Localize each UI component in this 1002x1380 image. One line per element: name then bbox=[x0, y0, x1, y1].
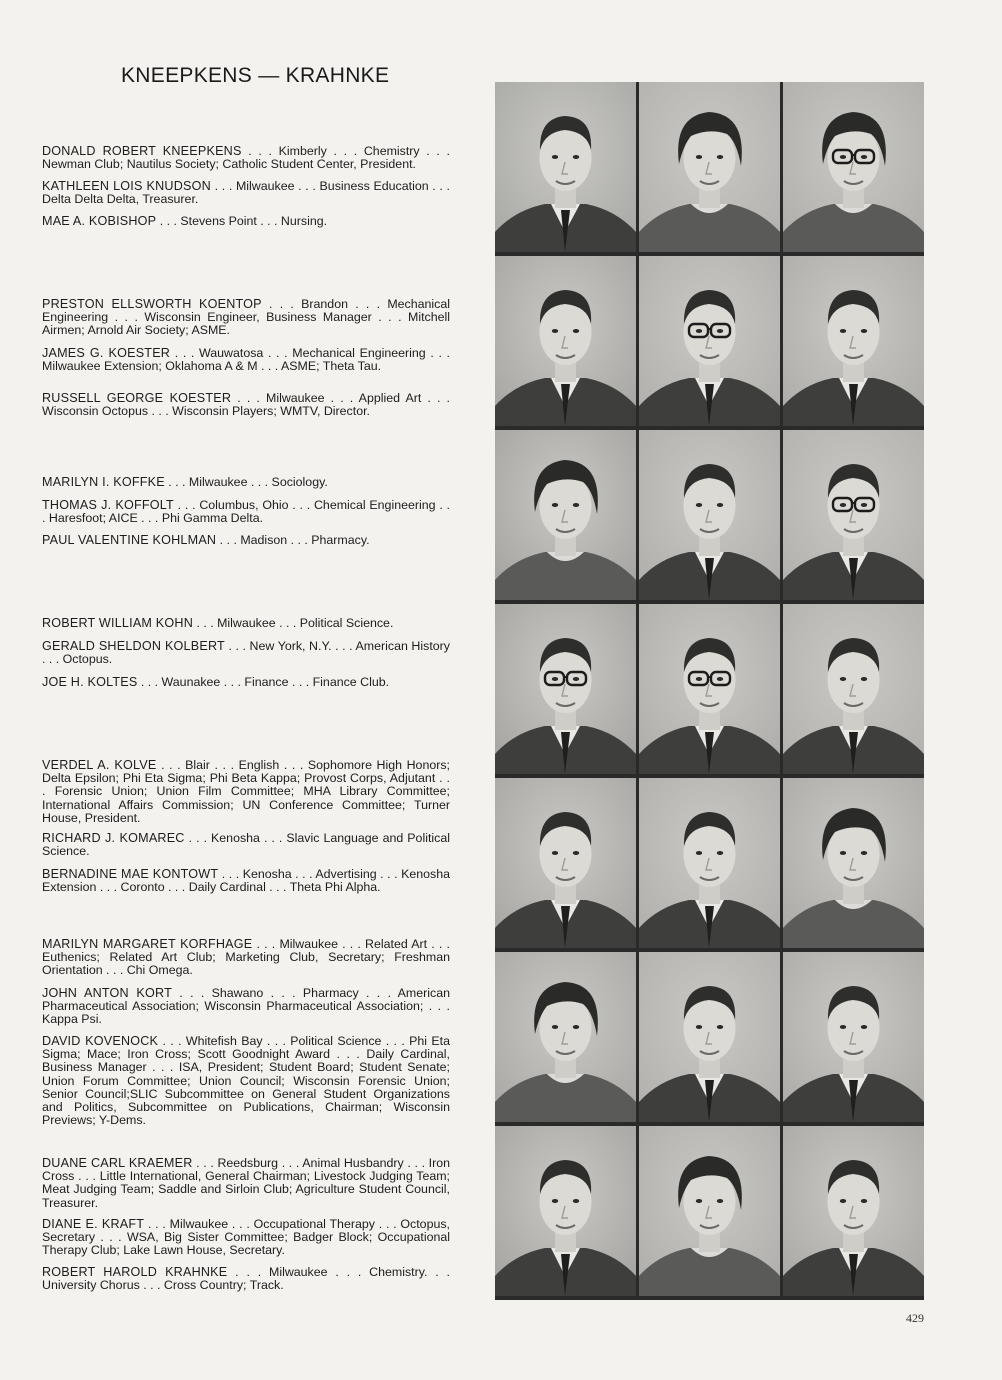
entry-details: . . . New York, N.Y. . . . American History . . . Octopus. bbox=[42, 639, 450, 667]
entry-kraemer bbox=[42, 1157, 450, 1210]
entry-details: . . . Kenosha . . . Advertising . . . Kenosha Extension . . . Coronto . . . Daily Cardinal . . . Theta Phi Alpha. bbox=[42, 867, 450, 895]
student-portrait bbox=[495, 430, 636, 600]
entry-name: JOHN ANTON KORT bbox=[42, 986, 172, 1000]
entry-kovenock bbox=[42, 1035, 450, 1127]
entry-name: DAVID KOVENOCK bbox=[42, 1034, 159, 1048]
entry-details: . . . Kenosha . . . Slavic Language and Political Science. bbox=[42, 831, 450, 859]
page-number: 429 bbox=[906, 1311, 924, 1325]
student-portrait bbox=[495, 256, 636, 426]
entry-name: VERDEL A. KOLVE bbox=[42, 758, 157, 772]
student-portrait bbox=[639, 82, 780, 252]
entry-koffke bbox=[42, 476, 450, 489]
entry-details: . . . Blair . . . English . . . Sophomore High Honors; Delta Epsilon; Phi Eta Sigma; Phi Beta Kappa; Provost Corps, Adjutant . . . Forensic Union; Union Film Committee; MHA Library Committee; International Affairs Commission; UN Conference Committee; Turner House, President. bbox=[42, 758, 450, 825]
entry-korfhage bbox=[42, 938, 450, 978]
entry-details: . . . Madison . . . Pharmacy. bbox=[216, 533, 370, 547]
student-portrait bbox=[639, 256, 780, 426]
student-portrait bbox=[783, 1126, 924, 1296]
entry-russell-koester bbox=[42, 392, 450, 418]
entry-name: RUSSELL GEORGE KOESTER bbox=[42, 391, 232, 405]
entry-details: . . . Stevens Point . . . Nursing. bbox=[156, 214, 328, 228]
entry-kneepkens bbox=[42, 145, 450, 171]
entry-name: GERALD SHELDON KOLBERT bbox=[42, 639, 225, 653]
student-portrait bbox=[495, 604, 636, 774]
entry-details: . . . Milwaukee . . . Sociology. bbox=[164, 475, 328, 489]
entry-kontowt bbox=[42, 868, 450, 894]
entry-koltes bbox=[42, 676, 450, 689]
entry-james-koester bbox=[42, 347, 450, 373]
entry-name: JAMES G. KOESTER bbox=[42, 346, 171, 360]
entry-kohn bbox=[42, 617, 450, 630]
entry-details: . . . Milwaukee . . . Applied Art . . . Wisconsin Octopus . . . Wisconsin Players; WMTV, Director. bbox=[42, 391, 450, 419]
entry-details: . . . Milwaukee . . . Political Science. bbox=[193, 616, 394, 630]
entry-name: MAE A. KOBISHOP bbox=[42, 214, 157, 228]
student-portrait bbox=[783, 778, 924, 948]
student-portrait bbox=[495, 778, 636, 948]
entry-knudson bbox=[42, 180, 450, 206]
entry-details: . . . Shawano . . . Pharmacy . . . American Pharmaceutical Association; Wisconsin Pharmaceutical Association; . . . Kappa Psi. bbox=[42, 986, 450, 1027]
entry-name: RICHARD J. KOMAREC bbox=[42, 831, 185, 845]
entry-name: JOE H. KOLTES bbox=[42, 675, 138, 689]
entry-details: . . . Milwaukee . . . Business Education . . . Delta Delta Delta, Treasurer. bbox=[42, 179, 450, 207]
entry-name: PRESTON ELLSWORTH KOENTOP bbox=[42, 297, 262, 311]
student-portrait bbox=[639, 604, 780, 774]
portrait-grid bbox=[495, 82, 924, 1300]
entry-details: . . . Columbus, Ohio . . . Chemical Engineering . . . Haresfoot; AICE . . . Phi Gamma Delta. bbox=[42, 498, 450, 526]
entry-name: DONALD ROBERT KNEEPKENS bbox=[42, 144, 242, 158]
student-portrait bbox=[639, 778, 780, 948]
student-portrait bbox=[639, 952, 780, 1122]
entry-name: ROBERT WILLIAM KOHN bbox=[42, 616, 193, 630]
entry-kolbert bbox=[42, 640, 450, 666]
entry-name: DUANE CARL KRAEMER bbox=[42, 1156, 193, 1170]
entry-krahnke bbox=[42, 1266, 450, 1292]
entry-koentop bbox=[42, 298, 450, 338]
student-portrait bbox=[783, 82, 924, 252]
entry-details: . . . Milwaukee . . . Chemistry. . . University Chorus . . . Cross Country; Track. bbox=[42, 1265, 450, 1293]
entry-details: . . . Brandon . . . Mechanical Engineering . . . Wisconsin Engineer, Business Manager . . . Mitchell Airmen; Arnold Air Society; ASME. bbox=[42, 297, 450, 338]
entry-kohlman bbox=[42, 534, 450, 547]
entry-name: KATHLEEN LOIS KNUDSON bbox=[42, 179, 211, 193]
entry-koffolt bbox=[42, 499, 450, 525]
entry-details: . . . Whitefish Bay . . . Political Science . . . Phi Eta Sigma; Mace; Iron Cross; Scott Goodnight Award . . . Daily Cardinal, Business Manager . . . ISA, President; Student Board; Student Senate; Union Forum Committee; Union Council; Wisconsin Forensic Union; Senior Council;SLIC Subcommittee on General Student Organizations and Politics, Subcommittee on Publications, Chairman; Wisconsin Previews; Y-Dems. bbox=[42, 1034, 451, 1128]
entry-name: PAUL VALENTINE KOHLMAN bbox=[42, 533, 217, 547]
entry-details: . . . Milwaukee . . . Related Art . . . Euthenics; Related Art Club; Marketing Club, Secretary; Freshman Orientation . . . Chi Omega. bbox=[42, 937, 450, 978]
entry-details: . . . Milwaukee . . . Occupational Therapy . . . Octopus, Secretary . . . WSA, Big Sister Committee; Badger Block; Occupational Therapy Club; Lake Lawn House, Secretary. bbox=[42, 1217, 450, 1258]
student-portrait bbox=[495, 82, 636, 252]
entry-name: THOMAS J. KOFFOLT bbox=[42, 498, 174, 512]
student-portrait bbox=[495, 952, 636, 1122]
entry-details: . . . Wauwatosa . . . Mechanical Engineering . . . Milwaukee Extension; Oklahoma A & M . . . ASME; Theta Tau. bbox=[42, 346, 450, 374]
page-title: KNEEPKENS — KRAHNKE bbox=[121, 64, 390, 87]
student-portrait bbox=[495, 1126, 636, 1296]
student-portrait bbox=[783, 430, 924, 600]
entry-details: . . . Waunakee . . . Finance . . . Finance Club. bbox=[137, 675, 390, 689]
entry-name: ROBERT HAROLD KRAHNKE bbox=[42, 1265, 228, 1279]
entry-kolve bbox=[42, 759, 450, 825]
entry-kraft bbox=[42, 1218, 450, 1258]
entry-details: . . . Kimberly . . . Chemistry . . . Newman Club; Nautilus Society; Catholic Student Center, President. bbox=[42, 144, 450, 172]
student-portrait bbox=[783, 256, 924, 426]
entry-details: . . . Reedsburg . . . Animal Husbandry . . . Iron Cross . . . Little International, General Chairman; Livestock Judging Team; Meat Judging Team; Saddle and Sirloin Club; Agriculture Student Council, Treasurer. bbox=[42, 1156, 451, 1210]
student-portrait bbox=[783, 604, 924, 774]
student-portrait bbox=[639, 430, 780, 600]
entry-kobishop bbox=[42, 215, 450, 228]
entry-komarec bbox=[42, 832, 450, 858]
entry-name: BERNADINE MAE KONTOWT bbox=[42, 867, 219, 881]
entry-kort bbox=[42, 987, 450, 1027]
entry-name: MARILYN MARGARET KORFHAGE bbox=[42, 937, 253, 951]
student-portrait bbox=[783, 952, 924, 1122]
entry-name: MARILYN I. KOFFKE bbox=[42, 475, 165, 489]
student-portrait bbox=[639, 1126, 780, 1296]
entry-name: DIANE E. KRAFT bbox=[42, 1217, 145, 1231]
